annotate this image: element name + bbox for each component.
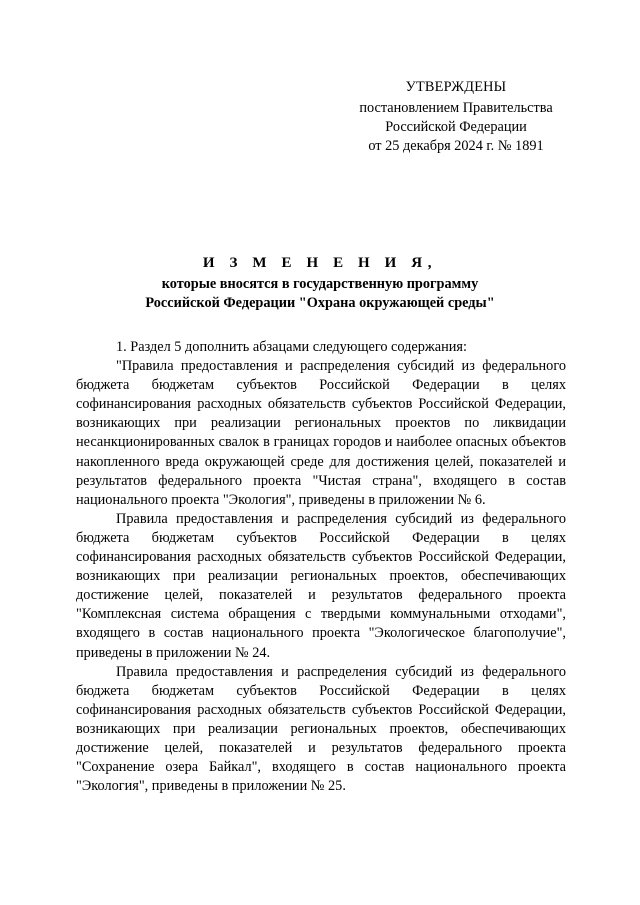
approval-line-2: Российской Федерации [385,119,527,135]
paragraph-3: Правила предоставления и распределения субсидий из федерального бюджета бюджетам субъектов Российской Федерации в целях софинансирования расходных обязательств субъектов Российской Федерации, возникающих при реализации региональных проектов, обеспечивающих достижение целей, показателей и результатов федерального проекта "Комплексная система обращения с твердыми коммунальными отходами", входящего в состав национального проекта "Экологическое благополучие", приведены в приложении № 24. [76,510,566,661]
paragraph-4: Правила предоставления и распределения субсидий из федерального бюджета бюджетам субъектов Российской Федерации в целях софинансирования расходных обязательств субъектов Российской Федерации, возникающих при реализации региональных проектов, обеспечивающих достижение целей, показателей и результатов федерального проекта "Сохранение озера Байкал", входящего в состав национального проекта "Экология", приведены в приложении № 25. [76,663,566,795]
approval-line-3: от 25 декабря 2024 г. № 1891 [368,138,544,154]
document-subtitle [60,275,580,313]
subtitle-line-2: Российской Федерации "Охрана окружающей среды" [145,295,495,311]
approval-heading: УТВЕРЖДЕНЫ [405,79,507,95]
approval-line-1: постановлением Правительства [359,100,553,116]
subtitle-line-1: которые вносятся в государственную программу [161,276,479,292]
paragraph-1: 1. Раздел 5 дополнить абзацами следующего содержания: [116,339,467,355]
approval-block [330,78,582,156]
paragraph-2: "Правила предоставления и распределения субсидий из федерального бюджета бюджетам субъектов Российской Федерации в целях софинансирования расходных обязательств субъектов Российской Федерации, возникающих при реализации региональных проектов по ликвидации несанкционированных свалок в границах городов и наиболее опасных объектов накопленного вреда окружающей среде для достижения целей, показателей и результатов федерального проекта "Чистая страна", входящего в состав национального проекта "Экология", приведены в приложении № 6. [76,358,566,508]
document-title: И З М Е Н Е Н И Я, [202,255,438,271]
document-body [76,338,566,796]
